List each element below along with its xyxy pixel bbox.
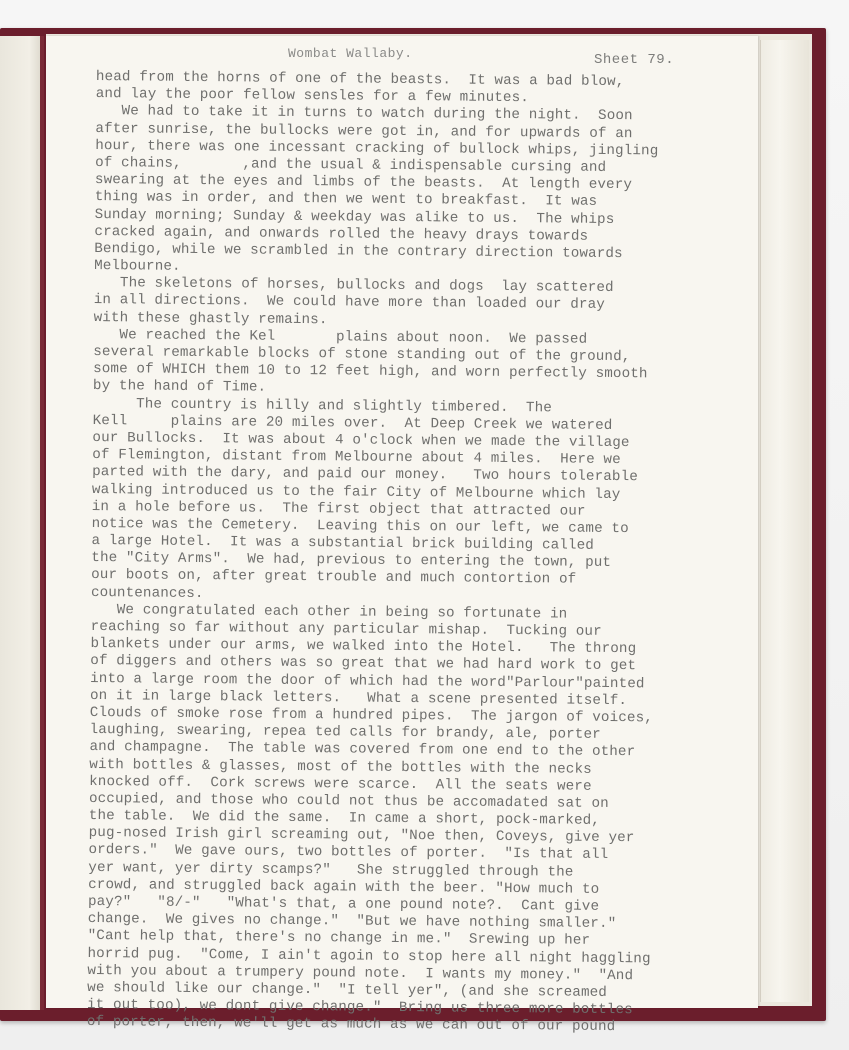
text-line: of chains, ,and the usual & indispensable cursing and — [95, 154, 607, 176]
text-line: thing was in order, and then we went to breakfast. It was — [94, 189, 598, 211]
text-line: countenances. — [90, 584, 204, 602]
text-line: of Flemington, distant from Melbourne about 4 miles. Here we — [92, 447, 621, 469]
sheet-number: Sheet 79. — [594, 52, 675, 68]
text-line: We reached the Kel plains about noon. We passed — [93, 326, 588, 348]
text-line: our boots on, after great trouble and much contortion of — [91, 567, 577, 589]
text-line: knocked off. Cork screws were scarce. All the seats were — [89, 773, 592, 795]
text-line: The country is hilly and slightly timbered. The — [92, 395, 553, 416]
text-line: by the hand of Time. — [92, 378, 267, 397]
text-line: with these ghastly remains. — [93, 309, 328, 328]
page-title: Wombat Wallaby. — [288, 46, 413, 61]
text-line: pug-nosed Irish girl screaming out, "Noe then, Coveys, give yer — [88, 825, 635, 847]
text-line: in a hole before us. The first object that attracted our — [91, 498, 586, 520]
text-line: Bendigo, while we scrambled in the contrary direction towards — [94, 240, 623, 262]
text-line: laughing, swearing, repea ted calls for brandy, ale, porter — [89, 722, 601, 744]
text-line: our Bullocks. It was about 4 o'clock when we made the village — [92, 429, 630, 452]
text-line: "Cant help that, there's no change in me." Srewing up her — [87, 928, 591, 950]
typed-body-text — [87, 69, 736, 1038]
text-line: orders." We gave ours, two bottles of porter. "Is that all — [88, 842, 609, 864]
text-line: Sunday morning; Sunday & weekday was alike to us. The whips — [94, 206, 615, 228]
text-line: of porter, then, we'll get as much as we can out of our pound — [86, 1014, 616, 1036]
text-line: and champagne. The table was covered from one end to the other — [89, 739, 636, 761]
text-line: parted with the dary, and paid our money. Two hours tolerable — [92, 464, 639, 486]
text-line: pay?" "8/-" "What's that, a one pound note?. Cant give — [87, 893, 600, 915]
text-line: We congratulated each other in being so fortunate in — [90, 601, 568, 623]
text-line: notice was the Cemetery. Leaving this on our left, we came to — [91, 515, 629, 538]
text-line: head from the horns of one of the beasts. It was a bad blow, — [95, 69, 625, 91]
text-line: with you about a trumpery pound note. I wants my money." "And — [87, 962, 634, 984]
text-line: it out too), we dont give change." Bring us three more bottles — [86, 997, 633, 1019]
text-line: on it in large black letters. What a scene presented itself. — [89, 687, 628, 709]
text-line: the "City Arms". We had, previous to entering the town, put — [91, 550, 612, 572]
text-line: in all directions. We could have more than loaded our dray — [93, 292, 606, 314]
text-line: yer want, yer dirty scamps?" She struggled through the — [88, 859, 574, 881]
text-line: we should like our change." "I tell yer", (and she screamed — [87, 979, 608, 1001]
text-line: Kell plains are 20 miles over. At Deep Creek we watered — [92, 412, 613, 434]
text-line: horrid pug. "Come, I ain't agoin to stop here all night haggling — [87, 945, 651, 967]
text-line: with bottles & glasses, most of the bottles with the necks — [89, 756, 592, 778]
text-line: Melbourne. — [94, 258, 181, 275]
text-line: swearing at the eyes and limbs of the beasts. At length every — [94, 172, 633, 194]
text-line: after sunrise, the bullocks were got in, and for upwards of an — [95, 120, 633, 142]
page-edges-right — [760, 40, 809, 1002]
text-line: several remarkable blocks of stone standing out of the ground, — [93, 343, 631, 366]
text-line: cracked again, and onwards rolled the heavy drays towards — [94, 223, 589, 245]
text-line: the table. We did the same. In came a short, pock-marked, — [88, 808, 601, 829]
text-line: The skeletons of horses, bullocks and dogs lay scattered — [93, 275, 614, 297]
text-line: crowd, and struggled back again with the beer. "How much to — [88, 876, 600, 898]
text-line: occupied, and those who could not thus be accomadated sat on — [88, 790, 609, 812]
text-line: walking introduced us to the fair City of Melbourne which lay — [91, 481, 621, 503]
text-line: reaching so far without any particular mishap. Tucking our — [90, 618, 602, 640]
text-line: and lay the poor fellow sensles for a few minutes. — [95, 86, 530, 107]
text-line: We had to take it in turns to watch during the night. Soon — [95, 103, 633, 125]
text-line: some of WHICH them 10 to 12 feet high, and worn perfectly smooth — [93, 361, 648, 383]
text-line: Clouds of smoke rose from a hundred pipes. The jargon of voices, — [89, 704, 654, 727]
book-gutter — [40, 36, 44, 1010]
left-page-edge — [0, 36, 42, 1010]
text-line: hour, there was one incessant cracking of bullock whips, jingling — [95, 137, 659, 160]
text-line: blankets under our arms, we walked into the Hotel. The throng — [90, 636, 637, 658]
text-line: change. We gives no change." "But we have nothing smaller." — [87, 911, 617, 933]
text-line: of diggers and others was so great that we had hard work to get — [90, 653, 637, 675]
text-line: into a large room the door of which had the word"Parlour"painted — [90, 670, 645, 692]
text-line: a large Hotel. It was a substantial brick building called — [91, 533, 595, 554]
